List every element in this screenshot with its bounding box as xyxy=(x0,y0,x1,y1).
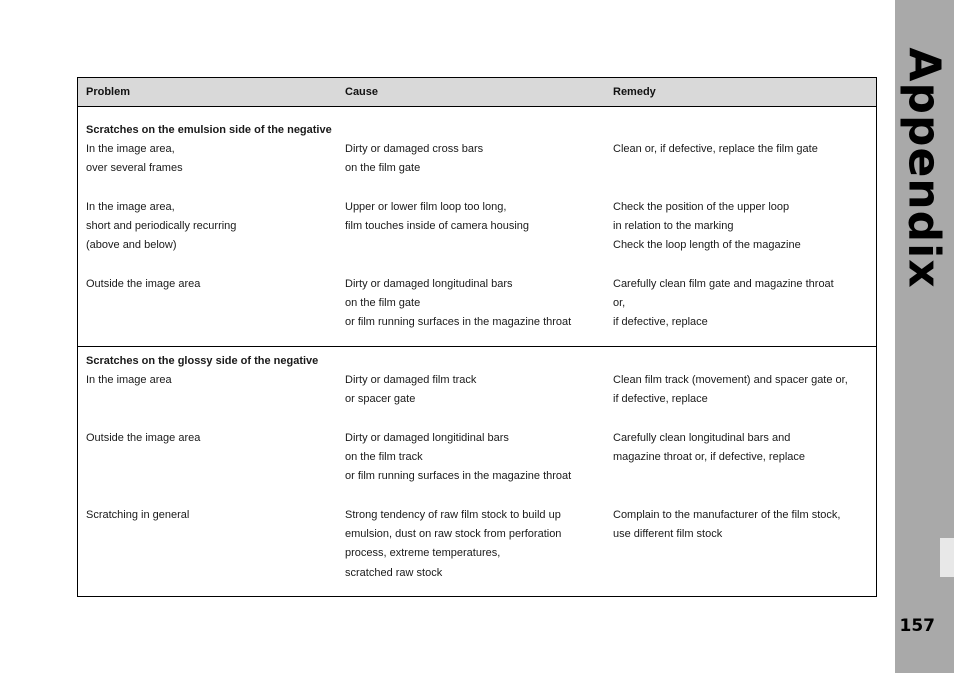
cause-cell: Strong tendency of raw film stock to build up emulsion, dust on raw stock from perforation process, extreme temperatures, scratched raw stock xyxy=(345,509,562,579)
cause-cell: Upper or lower film loop too long, film touches inside of camera housing xyxy=(345,201,530,233)
remedy-cell: Check the position of the upper loop in relation to the marking Check the loop length of the magazine xyxy=(613,201,801,252)
problem-cell: In the image area, over several frames xyxy=(86,143,183,175)
thumb-tab-marker xyxy=(940,538,954,577)
remedy-cell: Carefully clean film gate and magazine throat or, if defective, replace xyxy=(613,278,834,329)
cause-cell: Dirty or damaged film track or spacer gate xyxy=(345,374,477,406)
troubleshooting-table xyxy=(77,77,877,597)
problem-cell: Scratching in general xyxy=(86,509,190,521)
cause-cell: Dirty or damaged longitudinal bars on the film gate or film running surfaces in the magazine throat xyxy=(345,278,572,329)
page-number: 157 xyxy=(899,616,935,636)
appendix-title: Appendix xyxy=(898,47,950,289)
remedy-cell: Clean film track (movement) and spacer gate or, if defective, replace xyxy=(613,374,848,406)
remedy-cell: Clean or, if defective, replace the film gate xyxy=(613,143,818,155)
section-heading: Scratches on the glossy side of the negative xyxy=(86,355,319,367)
table-header-row xyxy=(78,78,876,107)
remedy-cell: Carefully clean longitudinal bars and magazine throat or, if defective, replace xyxy=(613,432,805,464)
header-problem: Problem xyxy=(86,86,131,98)
cause-cell: Dirty or damaged cross bars on the film gate xyxy=(345,143,484,175)
section-heading: Scratches on the emulsion side of the negative xyxy=(86,124,332,136)
section-divider xyxy=(78,346,876,347)
remedy-cell: Complain to the manufacturer of the film stock, use different film stock xyxy=(613,509,841,541)
problem-cell: In the image area, short and periodically recurring (above and below) xyxy=(86,201,237,252)
header-remedy: Remedy xyxy=(613,86,656,98)
problem-cell: Outside the image area xyxy=(86,278,201,290)
problem-cell: In the image area xyxy=(86,374,172,386)
problem-cell: Outside the image area xyxy=(86,432,201,444)
header-cause: Cause xyxy=(345,86,379,98)
cause-cell: Dirty or damaged longitidinal bars on the film track or film running surfaces in the magazine throat xyxy=(345,432,572,483)
